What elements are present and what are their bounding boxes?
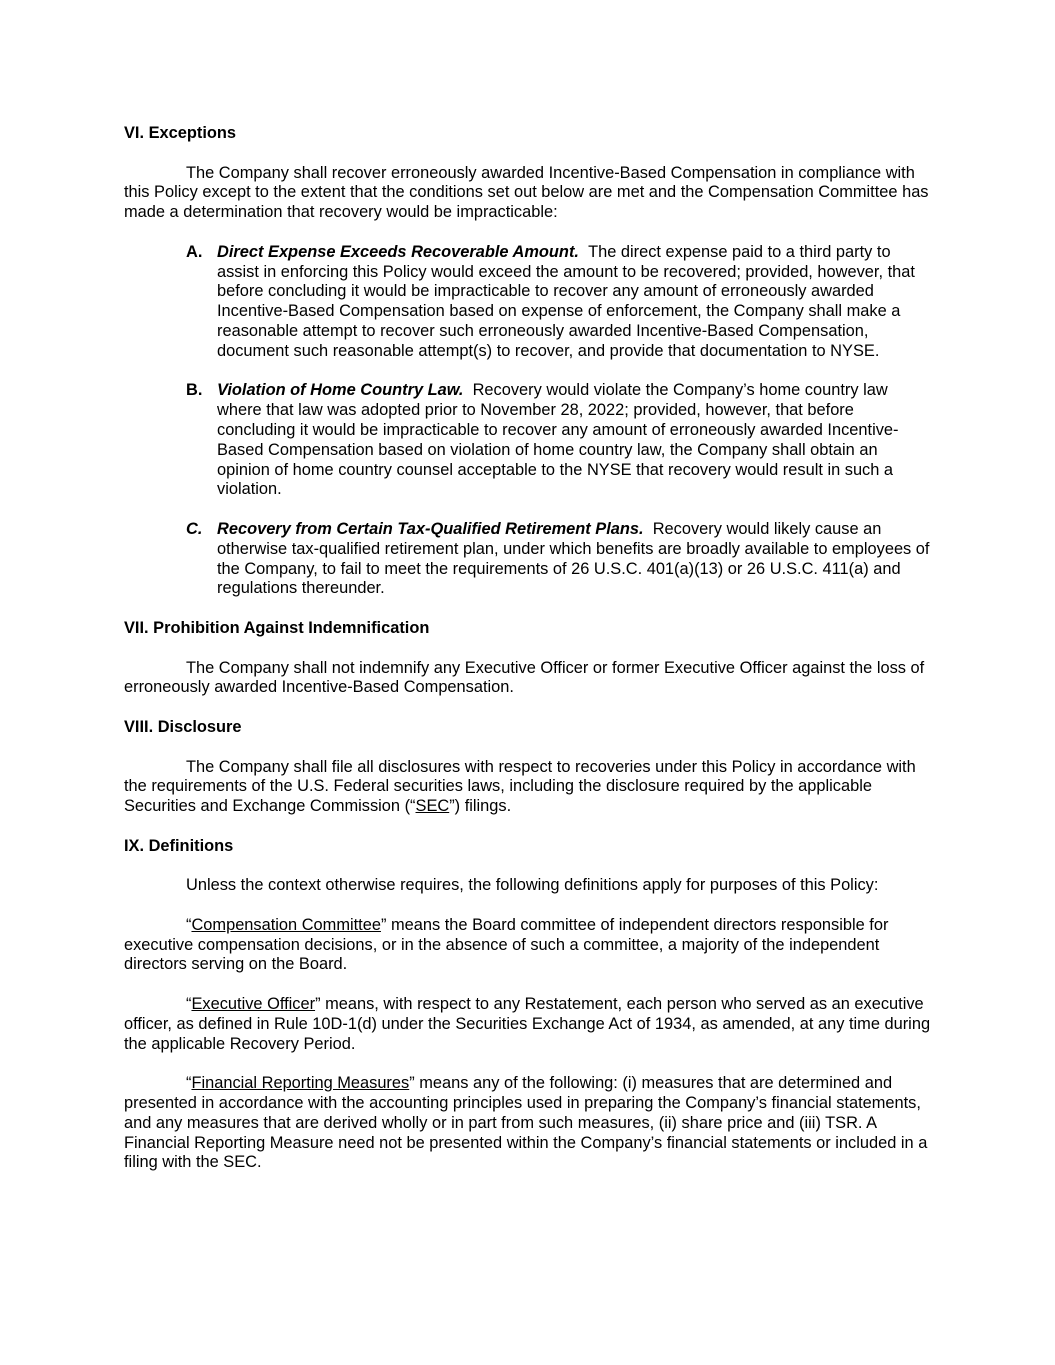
- open-quote: “: [186, 995, 192, 1014]
- indemnification-text: The Company shall not indemnify any Executive Officer or former Executive Officer against the loss of erroneously awarded Incentive-Based Compensation.: [124, 658, 925, 697]
- definition-text: ” means, with respect to any Restatement, each person who served as an executive officer, as defined in Rule 10D-1(d) under the Securities Exchange Act of 1934, as amended, at any time during the applicable Recovery Period.: [124, 995, 931, 1053]
- document-page: [124, 124, 934, 1173]
- disclosure-text: [124, 758, 934, 817]
- definition-executive-officer: [124, 995, 934, 1054]
- exceptions-intro: The Company shall recover erroneously awarded Incentive-Based Compensation in compliance with this Policy except to the extent that the conditions set out below are met and the Compensation Committee has made a determination that recovery would be impracticable:: [124, 163, 929, 222]
- definition-text: ” means any of the following: (i) measures that are determined and presented in accordance with the accounting principles used in preparing the Company’s financial statements, and any measures that are derived wholly or in part from such measures, (ii) share price and (iii) TSR. A Financial Reporting Measure need not be presented within the Company’s financial statements or included in a filing with the SEC.: [124, 1074, 928, 1172]
- item-text: Recovery would likely cause an otherwise tax-qualified retirement plan, under which benefits are broadly available to employees of the Company, to fail to meet the requirements of 26 U.S.C. 401(a)(13) or 26 U.S.C. 411(a) and regulations thereunder.: [217, 519, 930, 598]
- definition-text: ” means the Board committee of independent directors responsible for executive compensation decisions, or in the absence of such a committee, a majority of the independent directors serving on the Board.: [124, 915, 889, 974]
- section-heading-exceptions: VI. Exceptions: [124, 124, 237, 142]
- defined-term: Financial Reporting Measures: [191, 1074, 410, 1093]
- item-marker: A.: [186, 242, 203, 261]
- item-title: Recovery from Certain Tax-Qualified Retirement Plans.: [217, 519, 644, 538]
- exception-item-c: [124, 520, 934, 599]
- definition-financial-reporting-measures: [124, 1074, 934, 1173]
- section-heading-definitions: IX. Definitions: [124, 836, 234, 855]
- section-heading-disclosure: VIII. Disclosure: [124, 717, 242, 736]
- item-text: The direct expense paid to a third party to assist in enforcing this Policy would exceed the amount to be recovered; provided, however, that before concluding it would be impracticable to recover any amount of erroneously awarded Incentive-Based Compensation based on expense of enforcement, the Company shall make a reasonable attempt to recover such erroneously awarded Incentive-Based Compensation, document such reasonable attempt(s) to recover, and provide that documentation to NYSE.: [217, 242, 915, 360]
- definition-compensation-committee: [124, 916, 934, 975]
- exception-item-a: [124, 243, 934, 362]
- item-marker: C.: [186, 519, 203, 538]
- defined-term: Executive Officer: [191, 995, 316, 1014]
- item-text: Recovery would violate the Company’s home country law where that law was adopted prior to November 28, 2022; provided, however, that before concluding it would be impracticable to recover any amount of erroneously awarded Incentive-Based Compensation based on violation of home country law, the Company shall obtain an opinion of home country counsel acceptable to the NYSE that recovery would result in such a violation.: [217, 381, 899, 499]
- disclosure-text-before: The Company shall file all disclosures with respect to recoveries under this Policy in accordance with the requirements of the U.S. Federal securities laws, including the disclosure required by the applicable Securities and Exchange Commission (“: [124, 757, 916, 816]
- item-title: Violation of Home Country Law.: [217, 381, 464, 400]
- defined-term: Compensation Committee: [191, 915, 381, 934]
- open-quote: “: [186, 1074, 192, 1093]
- disclosure-text-after: ”) filings.: [449, 797, 512, 816]
- section-heading-indemnification: VII. Prohibition Against Indemnification: [124, 618, 430, 637]
- exception-item-b: [124, 381, 934, 500]
- item-title: Direct Expense Exceeds Recoverable Amount.: [217, 242, 579, 261]
- defined-term-sec: SEC: [415, 797, 450, 816]
- item-marker: B.: [186, 381, 203, 400]
- open-quote: “: [186, 915, 192, 934]
- definitions-intro: Unless the context otherwise requires, the following definitions apply for purposes of this Policy:: [186, 876, 879, 895]
